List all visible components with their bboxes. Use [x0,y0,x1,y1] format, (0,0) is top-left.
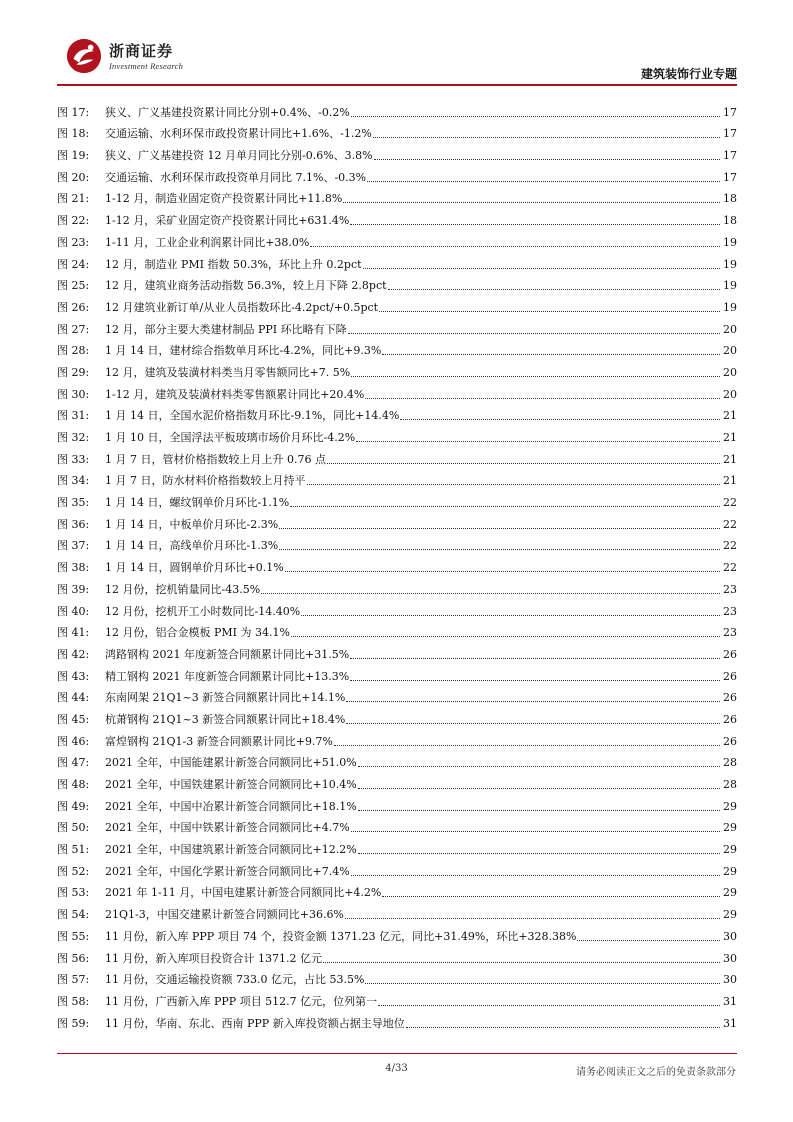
figure-caption: 鸿路钢构 2021 年度新签合同额累计同比+31.5% [105,647,350,661]
page-ref: 17 [723,170,737,184]
dot-leader [365,983,720,984]
page-ref: 29 [723,886,737,900]
footer-divider [57,1053,737,1054]
figure-number: 图 40: [57,604,90,618]
dot-leader [323,962,720,963]
figure-number: 图 50: [57,821,90,835]
page-ref: 23 [723,626,737,640]
toc-entry[interactable] [57,944,737,966]
figure-number: 图 37: [57,539,90,553]
page-ref: 21 [723,452,737,466]
figure-caption: 12 月，制造业 PMI 指数 50.3%，环比上升 0.2pct [105,257,362,271]
toc-entry[interactable] [57,922,737,944]
page-ref: 30 [723,929,737,943]
figure-number: 图 28: [57,344,90,358]
toc-entry[interactable] [57,749,737,771]
toc-entry[interactable] [57,163,737,185]
page-number: 4/33 [385,1063,408,1074]
toc-entry[interactable] [57,835,737,857]
figure-caption: 12 月建筑业新订单/从业人员指数环比-4.2pct/+0.5pct [105,300,379,314]
figure-number: 图 21: [57,192,90,206]
page-header [57,34,737,90]
disclaimer-note: 请务必阅读正文之后的免责条款部分 [576,1067,736,1078]
toc-entry[interactable] [57,987,737,1009]
figure-number: 图 30: [57,387,90,401]
dot-leader [327,463,720,464]
dot-leader [406,1027,720,1028]
page-ref: 20 [723,387,737,401]
page-ref: 19 [723,279,737,293]
dot-leader [400,419,720,420]
page-ref: 28 [723,756,737,770]
figure-number: 图 35: [57,496,90,510]
figure-caption: 1-12 月，建筑及装潢材料类零售额累计同比+20.4% [105,387,365,401]
dot-leader [374,159,720,160]
figure-caption: 1-12 月，制造业固定资产投资累计同比+11.8% [105,192,343,206]
toc-entry[interactable] [57,966,737,988]
page-ref: 31 [723,1016,737,1030]
toc-entry[interactable] [57,488,737,510]
figure-caption: 1 月 14 日，中板单价月环比-2.3% [105,517,279,531]
toc-entry[interactable] [57,315,737,337]
toc-entry[interactable] [57,1009,737,1031]
figure-caption: 2021 全年，中国铁建累计新签合同额同比+10.4% [105,778,357,791]
figure-caption: 2021 全年，中国建筑累计新签合同额同比+12.2% [105,843,357,857]
figure-caption: 2021 全年，中国化学累计新签合同额同比+7.4% [105,864,350,878]
toc-entry[interactable] [57,120,737,142]
toc-entry[interactable] [57,705,737,727]
figure-caption: 狭义、广义基建投资 12 月单月同比分别-0.6%、3.8% [105,149,373,163]
page-ref: 26 [723,734,737,748]
page-ref: 20 [723,322,737,336]
toc-entry[interactable] [57,575,737,597]
toc-entry[interactable] [57,619,737,641]
page-ref: 19 [723,257,737,271]
figure-number: 图 52: [57,864,90,878]
dot-leader [388,289,720,290]
dot-leader [351,116,720,117]
page-ref: 26 [723,712,737,726]
figure-number: 图 18: [57,127,90,141]
page-ref: 22 [723,539,737,553]
figure-caption: 1 月 14 日，圆钢单价月环比+0.1% [105,561,284,575]
figure-caption: 12 月，部分主要大类建材制品 PPI 环比略有下降 [105,322,347,336]
figure-caption: 1 月 7 日，管材价格指数较上月上升 0.76 点 [105,452,326,466]
figure-caption: 1-11 月，工业企业利润累计同比+38.0% [105,235,310,249]
page-ref: 29 [723,908,737,922]
dot-leader [379,311,720,312]
page-ref: 22 [723,496,737,510]
dot-leader [346,723,720,724]
page-ref: 17 [723,105,737,119]
figure-caption: 精工钢构 2021 年度新签合同额累计同比+13.3% [105,669,350,683]
toc-entry[interactable] [57,380,737,402]
dot-leader [356,441,720,442]
figure-caption: 12 月份，挖机开工小时数同比-14.40% [105,604,301,618]
dot-leader [382,896,720,897]
figure-number: 图 46: [57,734,90,748]
report-title: 建筑装饰行业专题 [640,67,737,81]
page-ref: 29 [723,843,737,857]
page-ref: 21 [723,474,737,488]
logo-emblem-icon [65,37,103,75]
figure-caption: 12 月，建筑业商务活动指数 56.3%，较上月下降 2.8pct [105,279,387,293]
dot-leader [351,376,720,377]
dot-leader [307,484,721,485]
page-ref: 20 [723,365,737,379]
figure-caption: 1 月 14 日，螺纹钢单价月环比-1.1% [105,496,290,510]
figure-number: 图 39: [57,582,90,596]
dot-leader [358,853,720,854]
figure-caption: 1 月 7 日，防水材料价格指数较上月持平 [105,474,306,488]
page-ref: 31 [723,994,737,1008]
dot-leader [279,528,720,529]
figure-caption: 东南网架 21Q1~3 新签合同额累计同比+14.1% [105,691,346,705]
toc-entry[interactable] [57,597,737,619]
figure-number: 图 19: [57,149,90,163]
figure-number: 图 51: [57,843,90,857]
dot-leader [334,745,720,746]
page-ref: 26 [723,669,737,683]
figure-caption: 12 月，建筑及装潢材料类当月零售额同比+7. 5% [105,365,351,379]
toc-entry[interactable] [57,792,737,814]
toc-entry[interactable] [57,272,737,294]
page-ref: 29 [723,864,737,878]
dot-leader [346,701,720,702]
figure-caption: 富煌钢构 21Q1-3 新签合同额累计同比+9.7% [105,734,333,748]
figure-caption: 11 月份，新入库项目投资合计 1371.2 亿元 [105,951,322,965]
header-divider [57,84,737,86]
figure-number: 图 27: [57,322,90,336]
figure-caption: 11 月份，广西新入库 PPP 项目 512.7 亿元，位列第一 [105,994,378,1008]
dot-leader [345,918,720,919]
toc-entry[interactable] [57,857,737,879]
toc-entry[interactable] [57,293,737,315]
toc-entry[interactable] [57,467,737,489]
toc-entry[interactable] [57,337,737,359]
figure-number: 图 33: [57,452,90,466]
figure-number: 图 59: [57,1016,90,1030]
page-ref: 18 [723,192,737,206]
toc-entry[interactable] [57,900,737,922]
company-logo [57,34,257,78]
page-ref: 19 [723,300,737,314]
dot-leader [279,549,720,550]
figure-number: 图 36: [57,517,90,531]
page-ref: 17 [723,149,737,163]
dot-leader [350,658,720,659]
toc-entry[interactable] [57,662,737,684]
figure-caption: 2021 全年，中国中铁累计新签合同额同比+4.7% [105,821,350,835]
dot-leader [363,268,720,269]
figure-number: 图 48: [57,778,90,791]
figure-number: 图 55: [57,929,90,943]
figure-caption: 11 月份，交通运输投资额 733.0 亿元，占比 53.5% [105,973,365,987]
page-ref: 26 [723,647,737,661]
page-ref: 30 [723,973,737,987]
figure-number: 图 53: [57,886,90,900]
page-ref: 20 [723,344,737,358]
dot-leader [285,571,720,572]
figure-caption: 1 月 14 日，高线单价月环比-1.3% [105,539,279,553]
figure-number: 图 26: [57,300,90,314]
figure-caption: 2021 年 1-11 月，中国电建累计新签合同额同比+4.2% [105,886,382,900]
logo-english-text: Investment Research [109,61,184,71]
page-ref: 19 [723,235,737,249]
figure-number: 图 45: [57,712,90,726]
toc-entry[interactable] [57,770,737,792]
figure-number: 图 42: [57,647,90,661]
dot-leader [365,398,720,399]
figure-number: 图 34: [57,474,90,488]
toc-entry[interactable] [57,185,737,207]
toc-entry[interactable] [57,684,737,706]
toc-entry[interactable] [57,814,737,836]
toc-entry[interactable] [57,250,737,272]
page-ref: 17 [723,127,737,141]
figure-caption: 11 月份，新入库 PPP 项目 74 个，投资金额 1371.23 亿元，同比+31.49%，环比+328.38% [105,929,577,943]
figure-number: 图 23: [57,235,90,249]
figure-number: 图 44: [57,691,90,705]
toc-entry[interactable] [57,532,737,554]
figure-number: 图 20: [57,170,90,184]
dot-leader [350,680,720,681]
page-ref: 30 [723,951,737,965]
dot-leader [350,224,720,225]
page-ref: 18 [723,214,737,228]
figure-number: 图 49: [57,799,90,813]
figure-caption: 交通运输、水利环保市政投资单月同比 7.1%、-0.3% [105,170,367,184]
page-ref: 29 [723,821,737,835]
figure-caption: 交通运输、水利环保市政投资累计同比+1.6%、-1.2% [105,127,372,141]
logo-chinese-text: 浙商证券 [109,42,174,60]
figure-number: 图 24: [57,257,90,271]
toc-entry[interactable] [57,727,737,749]
figure-number: 图 22: [57,214,90,228]
page-ref: 21 [723,431,737,444]
figure-caption: 2021 全年，中国中冶累计新签合同额同比+18.1% [105,799,357,813]
dot-leader [577,940,720,941]
page-ref: 22 [723,517,737,531]
figure-number: 图 32: [57,431,90,444]
toc-entry[interactable] [57,141,737,163]
figure-number: 图 57: [57,973,90,987]
figure-caption: 12 月份，挖机销量同比-43.5% [105,582,261,596]
dot-leader [310,246,720,247]
page-ref: 22 [723,561,737,575]
dot-leader [378,1005,720,1006]
figure-number: 图 54: [57,908,90,922]
dot-leader [348,333,720,334]
figure-number: 图 41: [57,626,90,640]
figure-number: 图 29: [57,365,90,379]
figure-number: 图 56: [57,951,90,965]
toc-entry[interactable] [57,98,737,120]
page-ref: 23 [723,582,737,596]
dot-leader [351,875,720,876]
dot-leader [261,593,720,594]
toc-entry[interactable] [57,640,737,662]
toc-entry[interactable] [57,423,737,445]
toc-entry[interactable] [57,228,737,250]
dot-leader [301,615,720,616]
figure-caption: 21Q1-3，中国交建累计新签合同额同比+36.6% [105,908,344,922]
toc-entry[interactable] [57,879,737,901]
dot-leader [351,831,720,832]
dot-leader [382,354,720,355]
figure-number: 图 25: [57,279,90,293]
figure-caption: 1-12 月，采矿业固定资产投资累计同比+631.4% [105,214,350,228]
figure-caption: 1 月 14 日，全国水泥价格指数月环比-9.1%，同比+14.4% [105,409,400,423]
figure-caption: 狭义、广义基建投资累计同比分别+0.4%、-0.2% [105,105,350,119]
figure-caption: 杭萧钢构 21Q1~3 新签合同额累计同比+18.4% [105,712,346,726]
figure-caption: 1 月 10 日，全国浮法平板玻璃市场价月环比-4.2% [105,431,356,444]
toc-entry[interactable] [57,510,737,532]
page-ref: 26 [723,691,737,705]
figure-number: 图 43: [57,669,90,683]
dot-leader [291,636,720,637]
figure-caption: 1 月 14 日，建材综合指数单月环比-4.2%，同比+9.3% [105,344,382,358]
dot-leader [358,766,720,767]
dot-leader [290,506,720,507]
dot-leader [373,137,720,138]
figure-number: 图 31: [57,409,90,423]
figure-number: 图 47: [57,756,90,770]
figure-number: 图 38: [57,561,90,575]
page-ref: 21 [723,409,737,423]
dot-leader [343,202,720,203]
toc-entry[interactable] [57,402,737,424]
figure-number: 图 17: [57,105,90,119]
dot-leader [358,788,720,789]
figure-caption: 2021 全年，中国能建累计新签合同额同比+51.0% [105,756,357,770]
page-ref: 28 [723,778,737,791]
figure-caption: 11 月份，华南、东北、西南 PPP 新入库投资额占据主导地位 [105,1016,405,1030]
toc-entry[interactable] [57,553,737,575]
toc-entry[interactable] [57,358,737,380]
dot-leader [358,810,720,811]
figure-caption: 12 月份，铝合金模板 PMI 为 34.1% [105,626,290,640]
figure-table-of-contents [57,98,737,1031]
toc-entry[interactable] [57,445,737,467]
dot-leader [367,181,720,182]
figure-number: 图 58: [57,994,90,1008]
toc-entry[interactable] [57,206,737,228]
page-ref: 23 [723,604,737,618]
page-ref: 29 [723,799,737,813]
